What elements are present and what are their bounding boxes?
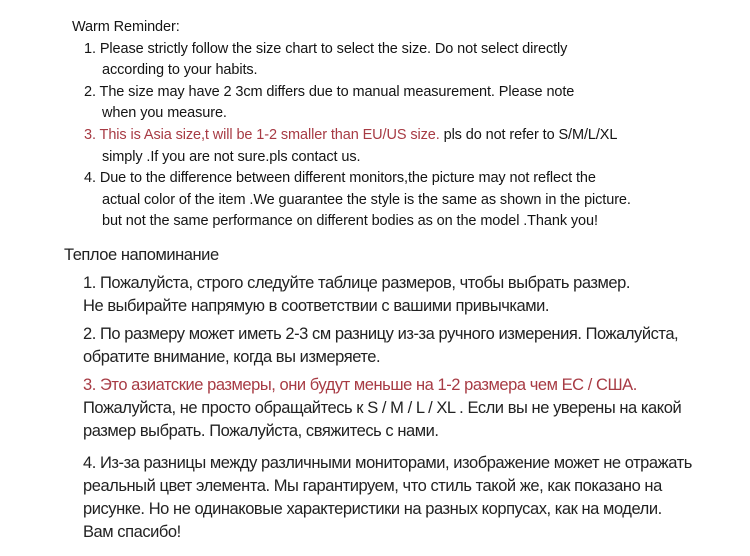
russian-reminder-heading: Теплое напоминание [64,246,219,264]
english-reminder-heading: Warm Reminder: [72,19,180,35]
reminder-line [64,346,692,369]
reminder-line [72,190,631,212]
text-segment: рисунке. Но не одинаковые характеристики на разных корпусах, как на модели. [83,500,662,518]
reminder-item-en-1 [72,39,631,82]
text-segment: обратите внимание, когда вы измеряете. [83,348,381,366]
text-segment: simply .If you are not sure.pls contact us. [102,148,361,165]
reminder-line [72,211,631,233]
text-segment: 1. Пожалуйста, строго следуйте таблице размеров, чтобы выбрать размер. [83,274,630,292]
reminder-line [72,125,631,147]
text-segment: Вам спасибо! [83,523,181,541]
text-segment: when you measure. [102,105,227,122]
reminder-item-ru-4 [64,452,692,544]
asia-size-warning-en: 3. This is Asia size,t will be 1-2 smaller than EU/US size. [84,126,440,143]
text-segment: 1. Please strictly follow the size chart to select the size. Do not select directly [84,40,568,57]
reminder-item-en-2 [72,82,631,125]
reminder-item-en-3 [72,125,631,168]
reminder-line [72,60,631,82]
reminder-line [72,168,631,190]
reminder-line [64,272,692,295]
reminder-line [64,323,692,346]
reminder-line [64,397,692,420]
text-segment: Пожалуйста, не просто обращайтесь к S / M / L / XL . Если вы не уверены на какой [83,399,682,417]
text-segment: размер выбрать. Пожалуйста, свяжитесь с нами. [83,422,439,440]
reminder-item-en-4 [72,168,631,233]
reminder-line [72,39,631,61]
reminder-line [64,295,692,318]
text-segment: actual color of the item .We guarantee the style is the same as shown in the picture. [102,191,631,208]
text-segment: реальный цвет элемента. Мы гарантируем, что стиль такой же, как показано на [83,477,662,495]
text-segment: but not the same performance on different bodies as on the model .Thank you! [102,213,598,230]
reminder-line [72,82,631,104]
reminder-item-ru-1 [64,272,692,318]
text-segment: 4. Due to the difference between different monitors,the picture may not reflect the [84,170,596,187]
reminder-line [64,475,692,498]
text-segment: 2. The size may have 2 3cm differs due to manual measurement. Please note [84,83,575,100]
reminder-line [64,420,692,443]
reminder-line [64,374,692,397]
reminder-line [64,521,692,544]
reminder-item-ru-2 [64,323,692,369]
text-segment: according to your habits. [102,62,258,79]
text-segment: 4. Из-за разницы между различными мониторами, изображение может не отражать [83,454,692,472]
text-segment: Не выбирайте напрямую в соответствии с вашими привычками. [83,297,550,315]
text-segment: 2. По размеру может иметь 2-3 см разницу из-за ручного измерения. Пожалуйста, [83,325,679,343]
reminder-line [72,103,631,125]
reminder-item-ru-3 [64,374,692,443]
asia-size-warning-ru: 3. Это азиатские размеры, они будут меньше на 1-2 размера чем ЕС / США. [83,376,637,394]
reminder-line [72,147,631,169]
english-warm-reminder-section [72,17,631,233]
russian-warm-reminder-section [64,244,692,544]
reminder-line [64,498,692,521]
text-segment: pls do not refer to S/M/L/XL [439,126,618,143]
reminder-line [64,452,692,475]
